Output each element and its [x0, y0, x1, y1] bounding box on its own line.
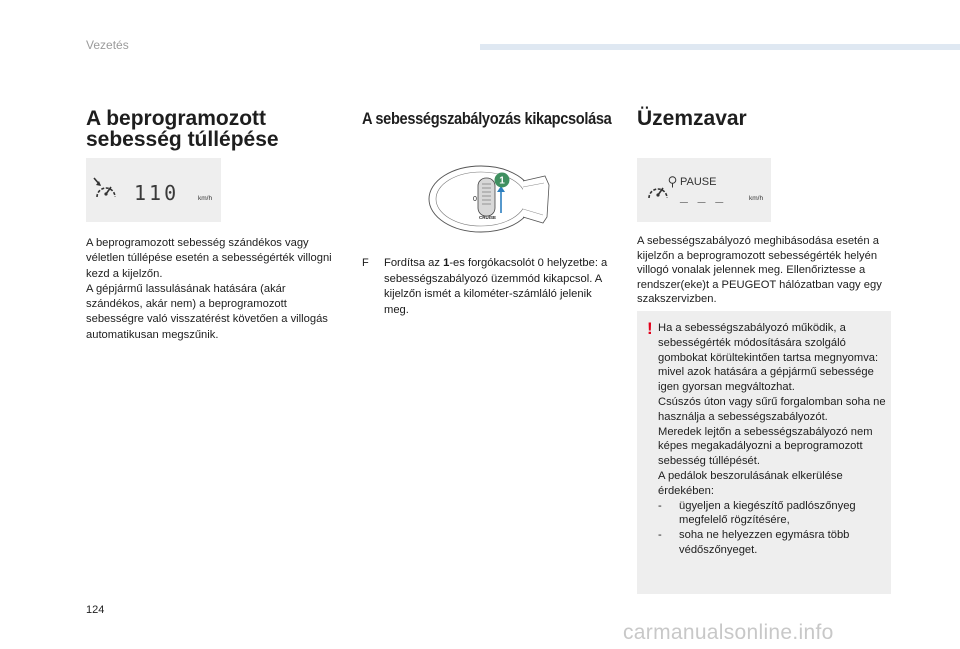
pause-indicator-icon: [668, 176, 677, 188]
malfunction-text: A sebességszabályozó meghibásodása esetén a kijelzőn a beprogramozott sebességérték helyén villogó vonalak jelennek meg. Ellenőriztesse a rendszer(eke)t a PEUGEOT hálózatban vagy egy szakszervizben.: [637, 235, 882, 306]
callout-number: 1: [499, 175, 505, 187]
speed-value: 110: [134, 181, 180, 205]
warning-icon: !: [647, 319, 653, 338]
section-title: Vezetés: [86, 38, 129, 52]
heading-deactivate-cruise: A sebességszabályozás kikapcsolása: [362, 109, 612, 128]
steering-control-illustration: [423, 161, 559, 235]
speed-unit: km/h: [198, 195, 213, 202]
heading-malfunction: Üzemzavar: [637, 107, 747, 130]
cruise-control-icon: [91, 176, 121, 206]
heading-speed-exceeded: A beprogramozott sebesség túllépése: [86, 107, 279, 151]
speed-exceeded-text: A beprogramozott sebesség szándékos vagy véletlen túllépése esetén a sebességérték villogni kezd a kijelzőn. A gépjármű lassulásának hatására (akár szándékos, akár nem) a beprogramozott sebességre való visszatérést követően a villogás automatikusan megszűnik.: [86, 237, 332, 341]
list-item: - ügyeljen a kiegészítő padlószőnyeg megfelelő rögzítésére,: [658, 499, 856, 527]
bullet-marker: F: [362, 257, 369, 269]
warning-list: [658, 499, 890, 558]
watermark: carmanualsonline.info: [623, 621, 834, 644]
header-bar: [480, 44, 960, 50]
malfunction-display-panel: [637, 158, 771, 222]
speed-display-panel: [86, 158, 221, 222]
speed-unit: km/h: [749, 195, 764, 202]
warning-box: ! Ha a sebességszabályozó működik, a sebességérték módosítására szolgáló gombokat körültekintően tartsa megnyomva: mivel azok hatására a gépjármű sebessége igen gyorsan megváltozhat. Csúszós úton vagy sűrű forgalomban soha ne használja a sebességszabályozót. Meredek lejtőn a sebességszabályozó nem képes megakadályozni a beprogramozott sebesség túllépését. A pedálok beszorulásának elkerülése érdekében: - ügyeljen a kiegészítő padlószőnyeg megfelelő rögzítésére, - soha ne helyezzen egymásra több védőszőnyeget.: [637, 311, 891, 594]
speed-dashes: _ _ _: [680, 188, 727, 204]
position-zero-label: 0: [473, 196, 477, 203]
cruise-label: CRUISE: [479, 215, 497, 220]
page-number: 124: [86, 604, 105, 616]
pause-status: PAUSE: [680, 176, 717, 188]
list-item: - soha ne helyezzen egymásra több védőszőnyeget.: [658, 529, 850, 556]
